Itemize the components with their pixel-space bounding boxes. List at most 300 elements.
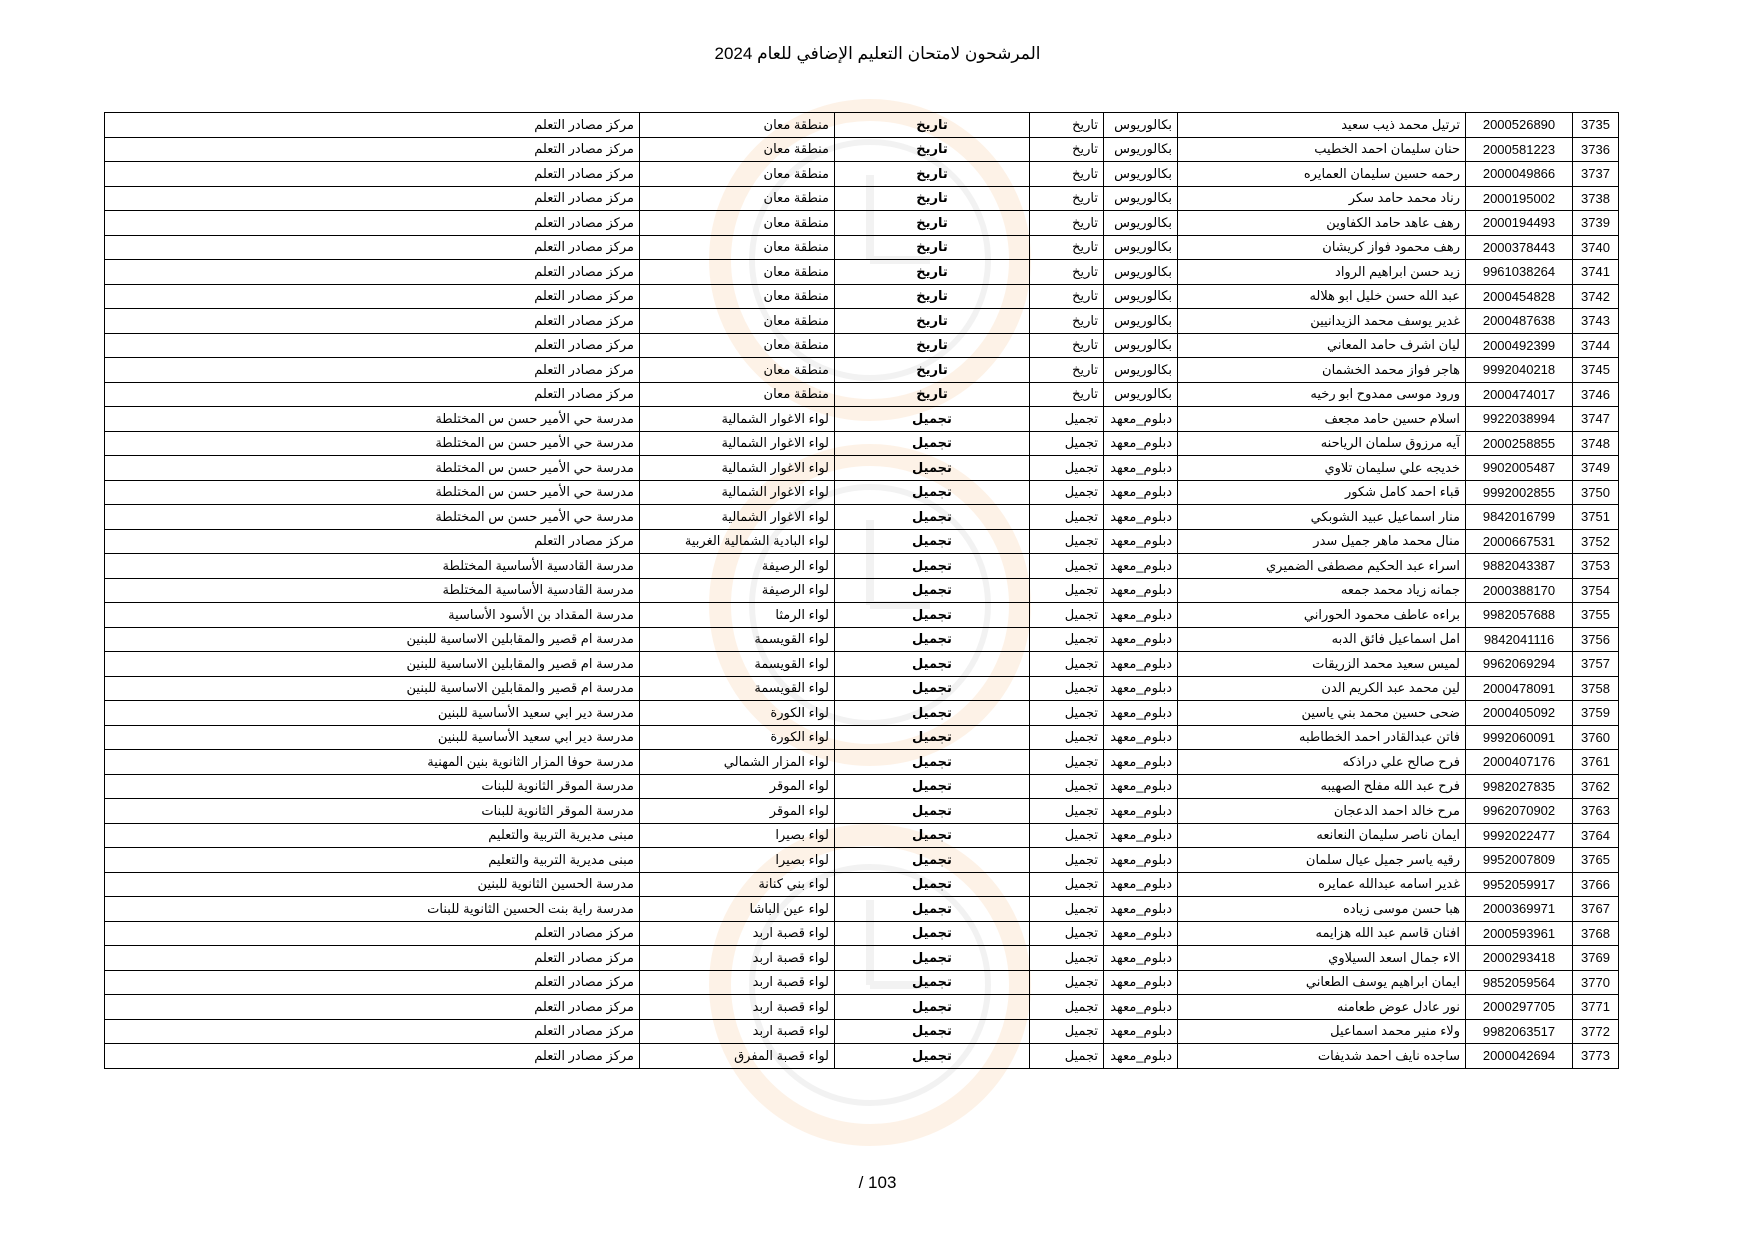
row-exam-subject: تاريخ: [835, 284, 1030, 309]
row-candidate-name: نور عادل عوض طعامنه: [1178, 995, 1466, 1020]
table-row: [105, 701, 1619, 726]
row-exam-subject: تجميل: [835, 578, 1030, 603]
row-national-id: 2000478091: [1466, 676, 1573, 701]
row-specialization: تاريخ: [1030, 211, 1104, 236]
row-national-id: 2000369971: [1466, 897, 1573, 922]
table-row: [105, 529, 1619, 554]
row-national-id: 2000388170: [1466, 578, 1573, 603]
row-degree: دبلوم_معهد: [1104, 456, 1178, 481]
row-region: لواء الكورة: [640, 725, 835, 750]
row-exam-center: مبنى مديرية التربية والتعليم: [105, 823, 640, 848]
table-row: [105, 382, 1619, 407]
row-degree: بكالوريوس: [1104, 358, 1178, 383]
row-region: لواء بصيرا: [640, 848, 835, 873]
row-exam-subject: تجميل: [835, 799, 1030, 824]
row-region: منطقة معان: [640, 137, 835, 162]
row-national-id: 2000667531: [1466, 529, 1573, 554]
row-exam-subject: تجميل: [835, 554, 1030, 579]
row-exam-center: مركز مصادر التعلم: [105, 309, 640, 334]
row-region: لواء بني كنانة: [640, 872, 835, 897]
table-row: [105, 774, 1619, 799]
table-row: [105, 431, 1619, 456]
row-serial-number: 3743: [1573, 309, 1619, 334]
row-candidate-name: رناد محمد حامد سكر: [1178, 186, 1466, 211]
row-exam-center: مركز مصادر التعلم: [105, 921, 640, 946]
row-exam-center: مدرسة الموقر الثانوية للبنات: [105, 799, 640, 824]
row-degree: بكالوريوس: [1104, 113, 1178, 138]
row-candidate-name: زيد حسن ابراهيم الرواد: [1178, 260, 1466, 285]
row-candidate-name: رهف عاهد حامد الكفاوين: [1178, 211, 1466, 236]
row-candidate-name: منار اسماعيل عبيد الشوبكي: [1178, 505, 1466, 530]
row-specialization: تجميل: [1030, 995, 1104, 1020]
row-national-id: 2000407176: [1466, 750, 1573, 775]
row-degree: دبلوم_معهد: [1104, 799, 1178, 824]
row-degree: دبلوم_معهد: [1104, 1019, 1178, 1044]
row-serial-number: 3770: [1573, 970, 1619, 995]
row-degree: دبلوم_معهد: [1104, 627, 1178, 652]
row-specialization: تاريخ: [1030, 162, 1104, 187]
row-candidate-name: ايمان ناصر سليمان النعانعه: [1178, 823, 1466, 848]
row-exam-center: مدرسة الحسين الثانوية للبنين: [105, 872, 640, 897]
row-region: لواء الموقر: [640, 774, 835, 799]
row-serial-number: 3737: [1573, 162, 1619, 187]
row-exam-center: مركز مصادر التعلم: [105, 946, 640, 971]
row-candidate-name: ايمان ابراهيم يوسف الطعاني: [1178, 970, 1466, 995]
row-serial-number: 3754: [1573, 578, 1619, 603]
row-serial-number: 3763: [1573, 799, 1619, 824]
row-specialization: تجميل: [1030, 676, 1104, 701]
row-degree: دبلوم_معهد: [1104, 554, 1178, 579]
row-exam-center: مدرسة المقداد بن الأسود الأساسية: [105, 603, 640, 628]
table-row: [105, 309, 1619, 334]
row-specialization: تجميل: [1030, 578, 1104, 603]
row-candidate-name: فاتن عبدالقادر احمد الخطاطبه: [1178, 725, 1466, 750]
row-exam-center: مركز مصادر التعلم: [105, 333, 640, 358]
row-exam-center: مدرسة حي الأمير حسن س المختلطة: [105, 407, 640, 432]
row-candidate-name: فرح عبد الله مفلح الصهيبه: [1178, 774, 1466, 799]
row-region: لواء القويسمة: [640, 627, 835, 652]
row-exam-center: مركز مصادر التعلم: [105, 970, 640, 995]
row-serial-number: 3746: [1573, 382, 1619, 407]
row-candidate-name: ولاء منير محمد اسماعيل: [1178, 1019, 1466, 1044]
row-exam-subject: تاريخ: [835, 260, 1030, 285]
row-specialization: تجميل: [1030, 603, 1104, 628]
row-degree: دبلوم_معهد: [1104, 970, 1178, 995]
row-region: منطقة معان: [640, 113, 835, 138]
row-candidate-name: فرح صالح علي دراذكه: [1178, 750, 1466, 775]
row-degree: دبلوم_معهد: [1104, 529, 1178, 554]
table-row: [105, 333, 1619, 358]
page-number: / 103: [858, 1173, 897, 1192]
table-row: [105, 211, 1619, 236]
row-national-id: 2000487638: [1466, 309, 1573, 334]
row-candidate-name: لميس سعيد محمد الزريقات: [1178, 652, 1466, 677]
table-row: [105, 995, 1619, 1020]
table-row: [105, 921, 1619, 946]
row-region: لواء الاغوار الشمالية: [640, 480, 835, 505]
row-exam-subject: تجميل: [835, 970, 1030, 995]
row-specialization: تجميل: [1030, 456, 1104, 481]
row-serial-number: 3750: [1573, 480, 1619, 505]
row-exam-center: مركز مصادر التعلم: [105, 211, 640, 236]
row-exam-center: مدرسة ام قصير والمقابلين الاساسية للبنين: [105, 652, 640, 677]
row-candidate-name: اسلام حسين حامد مجعف: [1178, 407, 1466, 432]
row-national-id: 9992040218: [1466, 358, 1573, 383]
row-national-id: 2000258855: [1466, 431, 1573, 456]
row-serial-number: 3747: [1573, 407, 1619, 432]
row-degree: دبلوم_معهد: [1104, 848, 1178, 873]
row-exam-center: مدرسة حي الأمير حسن س المختلطة: [105, 505, 640, 530]
table-row: [105, 676, 1619, 701]
row-specialization: تجميل: [1030, 799, 1104, 824]
row-national-id: 9982063517: [1466, 1019, 1573, 1044]
row-candidate-name: ورود موسى ممدوح ابو رخيه: [1178, 382, 1466, 407]
table-row: [105, 113, 1619, 138]
row-national-id: 9992022477: [1466, 823, 1573, 848]
row-exam-subject: تجميل: [835, 750, 1030, 775]
page-title: المرشحون لامتحان التعليم الإضافي للعام 2024: [714, 44, 1041, 63]
table-row: [105, 554, 1619, 579]
row-serial-number: 3761: [1573, 750, 1619, 775]
row-exam-subject: تاريخ: [835, 235, 1030, 260]
row-exam-subject: تجميل: [835, 848, 1030, 873]
table-row: [105, 970, 1619, 995]
row-candidate-name: جمانه زياد محمد جمعه: [1178, 578, 1466, 603]
row-exam-center: مدرسة ام قصير والمقابلين الاساسية للبنين: [105, 627, 640, 652]
row-region: لواء الرصيفة: [640, 554, 835, 579]
row-specialization: تجميل: [1030, 823, 1104, 848]
row-specialization: تجميل: [1030, 431, 1104, 456]
row-exam-center: مركز مصادر التعلم: [105, 260, 640, 285]
row-serial-number: 3745: [1573, 358, 1619, 383]
row-region: لواء الاغوار الشمالية: [640, 407, 835, 432]
row-serial-number: 3768: [1573, 921, 1619, 946]
row-region: منطقة معان: [640, 333, 835, 358]
row-exam-subject: تاريخ: [835, 186, 1030, 211]
table-row: [105, 897, 1619, 922]
table-row: [105, 823, 1619, 848]
row-candidate-name: غدير يوسف محمد الزيدانيين: [1178, 309, 1466, 334]
row-specialization: تاريخ: [1030, 284, 1104, 309]
row-serial-number: 3751: [1573, 505, 1619, 530]
row-exam-subject: تجميل: [835, 823, 1030, 848]
row-specialization: تجميل: [1030, 407, 1104, 432]
row-candidate-name: ليان اشرف حامد المعاني: [1178, 333, 1466, 358]
row-degree: بكالوريوس: [1104, 284, 1178, 309]
table-row: [105, 1019, 1619, 1044]
row-specialization: تجميل: [1030, 529, 1104, 554]
row-exam-subject: تجميل: [835, 627, 1030, 652]
row-specialization: تاريخ: [1030, 260, 1104, 285]
row-degree: بكالوريوس: [1104, 333, 1178, 358]
row-exam-subject: تاريخ: [835, 382, 1030, 407]
row-national-id: 9882043387: [1466, 554, 1573, 579]
row-region: منطقة معان: [640, 211, 835, 236]
table-row: [105, 480, 1619, 505]
row-candidate-name: امل اسماعيل فائق الدبه: [1178, 627, 1466, 652]
row-candidate-name: رقيه ياسر جميل عيال سلمان: [1178, 848, 1466, 873]
row-serial-number: 3769: [1573, 946, 1619, 971]
row-exam-subject: تجميل: [835, 407, 1030, 432]
row-candidate-name: براءه عاطف محمود الحوراني: [1178, 603, 1466, 628]
row-exam-center: مدرسة راية بنت الحسين الثانوية للبنات: [105, 897, 640, 922]
row-exam-center: مركز مصادر التعلم: [105, 529, 640, 554]
row-exam-subject: تجميل: [835, 897, 1030, 922]
table-row: [105, 137, 1619, 162]
row-candidate-name: مرح خالد احمد الدعجان: [1178, 799, 1466, 824]
row-region: لواء الموقر: [640, 799, 835, 824]
row-candidate-name: هبا حسن موسى زياده: [1178, 897, 1466, 922]
row-candidate-name: غدير اسامه عبدالله عمايره: [1178, 872, 1466, 897]
row-candidate-name: رهف محمود فواز كريشان: [1178, 235, 1466, 260]
row-exam-subject: تجميل: [835, 652, 1030, 677]
row-degree: بكالوريوس: [1104, 309, 1178, 334]
row-candidate-name: افنان قاسم عبد الله هزايمه: [1178, 921, 1466, 946]
row-candidate-name: ترتيل محمد ذيب سعيد: [1178, 113, 1466, 138]
row-exam-center: مركز مصادر التعلم: [105, 284, 640, 309]
row-specialization: تاريخ: [1030, 333, 1104, 358]
row-specialization: تجميل: [1030, 725, 1104, 750]
row-exam-center: مركز مصادر التعلم: [105, 382, 640, 407]
table-row: [105, 162, 1619, 187]
row-region: لواء البادية الشمالية الغربية: [640, 529, 835, 554]
row-specialization: تجميل: [1030, 480, 1104, 505]
row-candidate-name: رحمه حسين سليمان العمايره: [1178, 162, 1466, 187]
row-region: منطقة معان: [640, 382, 835, 407]
table-row: [105, 358, 1619, 383]
row-serial-number: 3740: [1573, 235, 1619, 260]
row-serial-number: 3748: [1573, 431, 1619, 456]
row-degree: دبلوم_معهد: [1104, 897, 1178, 922]
table-row: [105, 872, 1619, 897]
row-exam-center: مركز مصادر التعلم: [105, 1044, 640, 1069]
row-exam-center: مركز مصادر التعلم: [105, 113, 640, 138]
row-national-id: 9842041116: [1466, 627, 1573, 652]
table-row: [105, 848, 1619, 873]
row-specialization: تجميل: [1030, 848, 1104, 873]
row-exam-subject: تجميل: [835, 995, 1030, 1020]
row-national-id: 9962070902: [1466, 799, 1573, 824]
row-degree: بكالوريوس: [1104, 260, 1178, 285]
row-degree: دبلوم_معهد: [1104, 578, 1178, 603]
row-national-id: 9842016799: [1466, 505, 1573, 530]
row-national-id: 9922038994: [1466, 407, 1573, 432]
row-region: لواء قصبة اربد: [640, 921, 835, 946]
table-row: [105, 652, 1619, 677]
row-region: لواء المزار الشمالي: [640, 750, 835, 775]
row-serial-number: 3760: [1573, 725, 1619, 750]
row-region: لواء القويسمة: [640, 676, 835, 701]
row-exam-subject: تاريخ: [835, 211, 1030, 236]
row-region: منطقة معان: [640, 162, 835, 187]
row-national-id: 2000378443: [1466, 235, 1573, 260]
table-row: [105, 1044, 1619, 1069]
row-national-id: 2000194493: [1466, 211, 1573, 236]
row-exam-subject: تجميل: [835, 725, 1030, 750]
row-specialization: تجميل: [1030, 946, 1104, 971]
candidates-table-body: [105, 113, 1619, 1069]
row-specialization: تاريخ: [1030, 186, 1104, 211]
row-region: منطقة معان: [640, 260, 835, 285]
table-row: [105, 505, 1619, 530]
row-degree: دبلوم_معهد: [1104, 603, 1178, 628]
row-serial-number: 3766: [1573, 872, 1619, 897]
row-degree: بكالوريوس: [1104, 162, 1178, 187]
row-exam-center: مدرسة حي الأمير حسن س المختلطة: [105, 456, 640, 481]
row-specialization: تجميل: [1030, 627, 1104, 652]
row-candidate-name: عبد الله حسن خليل ابو هلاله: [1178, 284, 1466, 309]
row-degree: دبلوم_معهد: [1104, 750, 1178, 775]
row-degree: دبلوم_معهد: [1104, 505, 1178, 530]
row-exam-center: مدرسة حي الأمير حسن س المختلطة: [105, 480, 640, 505]
row-national-id: 2000526890: [1466, 113, 1573, 138]
row-national-id: 2000293418: [1466, 946, 1573, 971]
row-degree: دبلوم_معهد: [1104, 652, 1178, 677]
row-national-id: 9961038264: [1466, 260, 1573, 285]
row-exam-center: مركز مصادر التعلم: [105, 235, 640, 260]
row-exam-center: مركز مصادر التعلم: [105, 358, 640, 383]
row-degree: بكالوريوس: [1104, 235, 1178, 260]
row-exam-subject: تاريخ: [835, 137, 1030, 162]
row-specialization: تجميل: [1030, 1019, 1104, 1044]
row-exam-center: مدرسة القادسية الأساسية المختلطة: [105, 578, 640, 603]
table-row: [105, 946, 1619, 971]
row-serial-number: 3738: [1573, 186, 1619, 211]
row-region: منطقة معان: [640, 284, 835, 309]
row-region: لواء قصبة اربد: [640, 1019, 835, 1044]
row-specialization: تاريخ: [1030, 113, 1104, 138]
row-region: لواء الكورة: [640, 701, 835, 726]
row-serial-number: 3764: [1573, 823, 1619, 848]
row-national-id: 2000195002: [1466, 186, 1573, 211]
row-exam-subject: تجميل: [835, 431, 1030, 456]
row-region: لواء قصبة اربد: [640, 970, 835, 995]
row-degree: دبلوم_معهد: [1104, 1044, 1178, 1069]
table-row: [105, 235, 1619, 260]
row-region: لواء بصيرا: [640, 823, 835, 848]
row-national-id: 9952059917: [1466, 872, 1573, 897]
row-national-id: 2000049866: [1466, 162, 1573, 187]
row-serial-number: 3741: [1573, 260, 1619, 285]
row-national-id: 9902005487: [1466, 456, 1573, 481]
row-region: لواء الاغوار الشمالية: [640, 431, 835, 456]
table-row: [105, 725, 1619, 750]
row-candidate-name: حنان سليمان احمد الخطيب: [1178, 137, 1466, 162]
row-degree: دبلوم_معهد: [1104, 701, 1178, 726]
row-exam-center: مركز مصادر التعلم: [105, 1019, 640, 1044]
row-degree: دبلوم_معهد: [1104, 725, 1178, 750]
row-region: لواء الرمثا: [640, 603, 835, 628]
row-exam-subject: تجميل: [835, 872, 1030, 897]
row-specialization: تجميل: [1030, 1044, 1104, 1069]
row-exam-subject: تجميل: [835, 1019, 1030, 1044]
row-serial-number: 3749: [1573, 456, 1619, 481]
table-row: [105, 284, 1619, 309]
row-serial-number: 3762: [1573, 774, 1619, 799]
row-exam-center: مدرسة ام قصير والمقابلين الاساسية للبنين: [105, 676, 640, 701]
row-exam-center: مدرسة دير ابي سعيد الأساسية للبنين: [105, 701, 640, 726]
row-specialization: تجميل: [1030, 554, 1104, 579]
row-region: لواء عين الباشا: [640, 897, 835, 922]
row-region: لواء الاغوار الشمالية: [640, 456, 835, 481]
row-serial-number: 3735: [1573, 113, 1619, 138]
row-serial-number: 3767: [1573, 897, 1619, 922]
row-region: لواء الاغوار الشمالية: [640, 505, 835, 530]
table-row: [105, 750, 1619, 775]
row-serial-number: 3765: [1573, 848, 1619, 873]
row-national-id: 2000297705: [1466, 995, 1573, 1020]
row-exam-subject: تجميل: [835, 456, 1030, 481]
row-serial-number: 3758: [1573, 676, 1619, 701]
row-national-id: 2000405092: [1466, 701, 1573, 726]
row-specialization: تاريخ: [1030, 137, 1104, 162]
row-exam-subject: تاريخ: [835, 333, 1030, 358]
table-row: [105, 578, 1619, 603]
row-exam-subject: تاريخ: [835, 113, 1030, 138]
row-candidate-name: قباء احمد كامل شكور: [1178, 480, 1466, 505]
row-degree: دبلوم_معهد: [1104, 431, 1178, 456]
table-row: [105, 456, 1619, 481]
row-candidate-name: ساجده نايف احمد شديفات: [1178, 1044, 1466, 1069]
row-exam-subject: تجميل: [835, 480, 1030, 505]
row-specialization: تجميل: [1030, 921, 1104, 946]
row-region: لواء قصبة اربد: [640, 946, 835, 971]
row-exam-center: مركز مصادر التعلم: [105, 186, 640, 211]
table-row: [105, 407, 1619, 432]
row-region: منطقة معان: [640, 309, 835, 334]
row-national-id: 2000581223: [1466, 137, 1573, 162]
row-specialization: تجميل: [1030, 701, 1104, 726]
row-specialization: تجميل: [1030, 970, 1104, 995]
row-exam-center: مدرسة القادسية الأساسية المختلطة: [105, 554, 640, 579]
table-row: [105, 186, 1619, 211]
row-region: لواء الرصيفة: [640, 578, 835, 603]
row-degree: دبلوم_معهد: [1104, 872, 1178, 897]
row-exam-subject: تجميل: [835, 529, 1030, 554]
row-exam-subject: تجميل: [835, 774, 1030, 799]
row-national-id: 9982057688: [1466, 603, 1573, 628]
row-national-id: 9852059564: [1466, 970, 1573, 995]
row-region: لواء قصبة المفرق: [640, 1044, 835, 1069]
row-degree: بكالوريوس: [1104, 137, 1178, 162]
row-specialization: تاريخ: [1030, 309, 1104, 334]
row-region: منطقة معان: [640, 186, 835, 211]
row-exam-center: مركز مصادر التعلم: [105, 137, 640, 162]
row-specialization: تجميل: [1030, 652, 1104, 677]
row-exam-center: مدرسة حي الأمير حسن س المختلطة: [105, 431, 640, 456]
table-row: [105, 603, 1619, 628]
row-specialization: تاريخ: [1030, 358, 1104, 383]
row-candidate-name: خديجه علي سليمان تلاوي: [1178, 456, 1466, 481]
row-national-id: 9962069294: [1466, 652, 1573, 677]
row-national-id: 2000042694: [1466, 1044, 1573, 1069]
row-specialization: تجميل: [1030, 750, 1104, 775]
row-serial-number: 3757: [1573, 652, 1619, 677]
row-exam-center: مركز مصادر التعلم: [105, 995, 640, 1020]
row-national-id: 9992060091: [1466, 725, 1573, 750]
row-exam-center: مدرسة دير ابي سعيد الأساسية للبنين: [105, 725, 640, 750]
row-exam-subject: تجميل: [835, 921, 1030, 946]
table-row: [105, 627, 1619, 652]
row-national-id: 9952007809: [1466, 848, 1573, 873]
row-serial-number: 3756: [1573, 627, 1619, 652]
row-exam-subject: تجميل: [835, 1044, 1030, 1069]
row-specialization: تجميل: [1030, 897, 1104, 922]
row-candidate-name: هاجر فواز محمد الخشمان: [1178, 358, 1466, 383]
row-national-id: 9992002855: [1466, 480, 1573, 505]
row-serial-number: 3773: [1573, 1044, 1619, 1069]
row-serial-number: 3742: [1573, 284, 1619, 309]
